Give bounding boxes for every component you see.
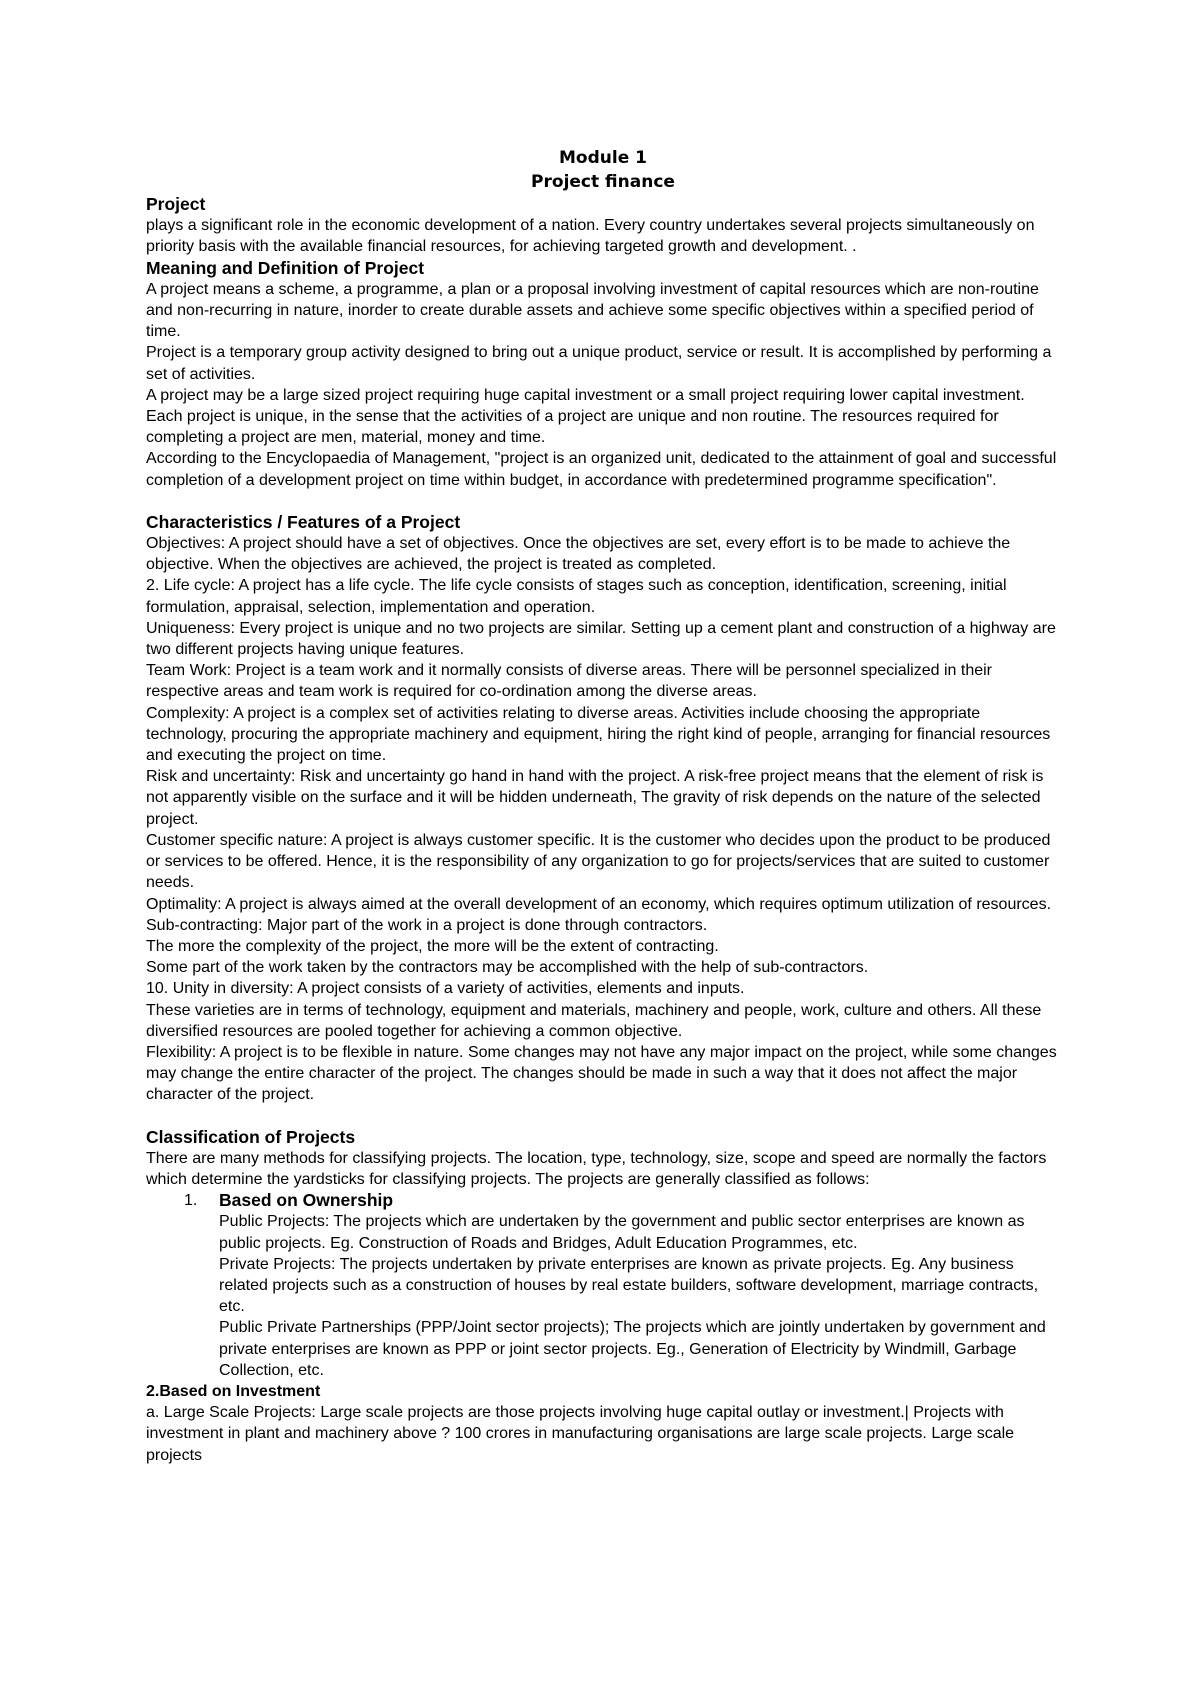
paragraph: Risk and uncertainty: Risk and uncertainty go hand in hand with the project. A risk-free project means that the element of risk is not apparently visible on the surface and it will be hidden underneath, The gravity of risk depends on the nature of the selected project. [146, 768, 1044, 828]
section-heading: Project [146, 194, 206, 214]
paragraph: Complexity: A project is a complex set of activities relating to diverse areas. Activities include choosing the appropriate technology, procuring the appropriate machinery and equipment, hiring the right kind of people, arranging for financial resources and executing the project on time. [146, 704, 1051, 765]
section-heading: Meaning and Definition of Project [146, 257, 425, 278]
paragraph: Some part of the work taken by the contractors may be accomplished with the help of sub-contractors. [146, 959, 869, 977]
paragraph: Private Projects: The projects undertaken by private enterprises are known as private projects. Eg. Any business related projects such as a construction of houses by real estate builders, software development, marriage contracts, etc. [219, 1255, 1039, 1316]
paragraph: Objectives: A project should have a set of objectives. Once the objectives are set, every effort is to be made to achieve the objective. When the objectives are achieved, the project is treated as completed. [146, 535, 1011, 574]
section-meaning [146, 258, 1060, 491]
list-number: 1. [184, 1192, 198, 1210]
paragraph: A project may be a large sized project requiring huge capital investment or a small project requiring lower capital investment. Each project is unique, in the sense that the activities of a project are unique and non routine. The resources required for completing a project are men, material, money and time. [146, 386, 1025, 447]
paragraph: Optimality: A project is always aimed at the overall development of an economy, which requires optimum utilization of resources. [146, 895, 1052, 913]
subsection-heading: Based on Ownership [219, 1190, 394, 1211]
spacer [146, 491, 1060, 512]
subsection-heading: 2.Based on Investment [146, 1382, 321, 1400]
page-subtitle: Project finance [531, 172, 675, 192]
section-classification [146, 1127, 1060, 1466]
paragraph: Public Projects: The projects which are undertaken by the government and public sector enterprises are known as public projects. Eg. Construction of Roads and Bridges, Adult Education Programmes, etc. [219, 1213, 1025, 1252]
paragraph: These varieties are in terms of technology, equipment and materials, machinery and people, work, culture and others. All these diversified resources are pooled together for achieving a common objective. [146, 1001, 1042, 1040]
paragraph: Project is a temporary group activity designed to bring out a unique product, service or result. It is accomplished by performing a set of activities. [146, 344, 1052, 383]
paragraph: a. Large Scale Projects: Large scale projects are those projects involving huge capital outlay or investment.| Projects with investment in plant and machinery above ? 100 crores in manufacturing organisations are large scale projects. Large scale projects [146, 1404, 1015, 1464]
module-title: Module 1 [559, 148, 647, 168]
section-heading: Characteristics / Features of a Project [146, 511, 461, 532]
paragraph: Sub-contracting: Major part of the work in a project is done through contractors. [146, 916, 708, 934]
spacer [146, 1106, 1060, 1127]
paragraph: Uniqueness: Every project is unique and no two projects are similar. Setting up a cement plant and construction of a highway are two different projects having unique features. [146, 619, 1056, 659]
paragraph: A project means a scheme, a programme, a plan or a proposal involving investment of capital resources which are non-routine and non-recurring in nature, inorder to create durable assets and achieve some specific objectives within a specified period of time. [146, 280, 1039, 341]
section-project [146, 194, 1060, 258]
paragraph: 10. Unity in diversity: A project consists of a variety of activities, elements and inputs. [146, 980, 745, 998]
section-heading: Classification of Projects [146, 1126, 356, 1147]
paragraph: There are many methods for classifying projects. The location, type, technology, size, scope and speed are normally the factors which determine the yardsticks for classifying projects. The projects are generally classified as follows: [146, 1149, 1047, 1188]
paragraph: According to the Encyclopaedia of Management, "project is an organized unit, dedicated to the attainment of goal and successful completion of a development project on time within budget, in accordance with predetermined programme specification". [146, 450, 1057, 489]
paragraph: 2. Life cycle: A project has a life cycle. The life cycle consists of stages such as conception, identification, screening, initial formulation, appraisal, selection, implementation and operation. [146, 577, 1007, 616]
paragraph: Customer specific nature: A project is always customer specific. It is the customer who decides upon the product to be produced or services to be offered. Hence, it is the responsibility of any organization to go for projects/services that are suited to customer needs. [146, 831, 1051, 892]
section-characteristics [146, 512, 1060, 1106]
paragraph: Team Work: Project is a team work and it normally consists of diverse areas. There will be personnel specialized in their respective areas and team work is required for co-ordination among the diverse areas. [146, 662, 992, 701]
paragraph: The more the complexity of the project, the more will be the extent of contracting. [146, 937, 719, 955]
list-item-ownership [146, 1190, 1060, 1381]
paragraph: plays a significant role in the economic development of a nation. Every country undertakes several projects simultaneously on priority basis with the available financial resources, for achieving targeted growth and development. . [146, 217, 1035, 256]
paragraph: Public Private Partnerships (PPP/Joint sector projects); The projects which are jointly undertaken by government and private enterprises are known as PPP or joint sector projects. Eg., Generation of Electricity by Windmill, Garbage Collection, etc. [219, 1319, 1046, 1379]
paragraph: Flexibility: A project is to be flexible in nature. Some changes may not have any major impact on the project, while some changes may change the entire character of the project. The changes should be made in such a way that it does not affect the major character of the project. [146, 1043, 1057, 1104]
